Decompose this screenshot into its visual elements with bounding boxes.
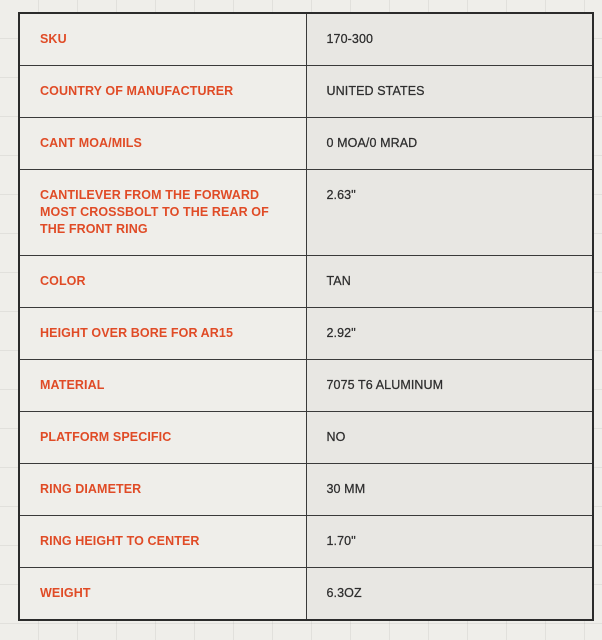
spec-label: CANT MOA/MILS — [19, 118, 306, 170]
spec-label: CANTILEVER FROM THE FORWARD MOST CROSSBOLT TO THE REAR OF THE FRONT RING — [19, 170, 306, 256]
spec-value: 2.63" — [306, 170, 593, 256]
specifications-table — [18, 12, 594, 621]
spec-row-platform-specific — [19, 412, 593, 464]
spec-row-weight — [19, 568, 593, 621]
spec-row-cant — [19, 118, 593, 170]
spec-label: RING HEIGHT TO CENTER — [19, 516, 306, 568]
spec-label: PLATFORM SPECIFIC — [19, 412, 306, 464]
spec-value: TAN — [306, 256, 593, 308]
spec-row-ring-diameter — [19, 464, 593, 516]
spec-row-sku — [19, 13, 593, 66]
spec-label: RING DIAMETER — [19, 464, 306, 516]
spec-row-ring-height — [19, 516, 593, 568]
spec-value: NO — [306, 412, 593, 464]
spec-value: UNITED STATES — [306, 66, 593, 118]
spec-value: 30 MM — [306, 464, 593, 516]
spec-label: MATERIAL — [19, 360, 306, 412]
spec-value: 6.3OZ — [306, 568, 593, 621]
spec-value: 7075 T6 ALUMINUM — [306, 360, 593, 412]
spec-label: SKU — [19, 13, 306, 66]
spec-value: 170-300 — [306, 13, 593, 66]
spec-label: COUNTRY OF MANUFACTURER — [19, 66, 306, 118]
spec-value: 1.70" — [306, 516, 593, 568]
spec-row-country — [19, 66, 593, 118]
spec-row-height-over-bore — [19, 308, 593, 360]
spec-label: COLOR — [19, 256, 306, 308]
spec-value: 2.92" — [306, 308, 593, 360]
spec-label: WEIGHT — [19, 568, 306, 621]
spec-value: 0 MOA/0 MRAD — [306, 118, 593, 170]
spec-label: HEIGHT OVER BORE FOR AR15 — [19, 308, 306, 360]
spec-row-cantilever — [19, 170, 593, 256]
spec-row-material — [19, 360, 593, 412]
spec-row-color — [19, 256, 593, 308]
